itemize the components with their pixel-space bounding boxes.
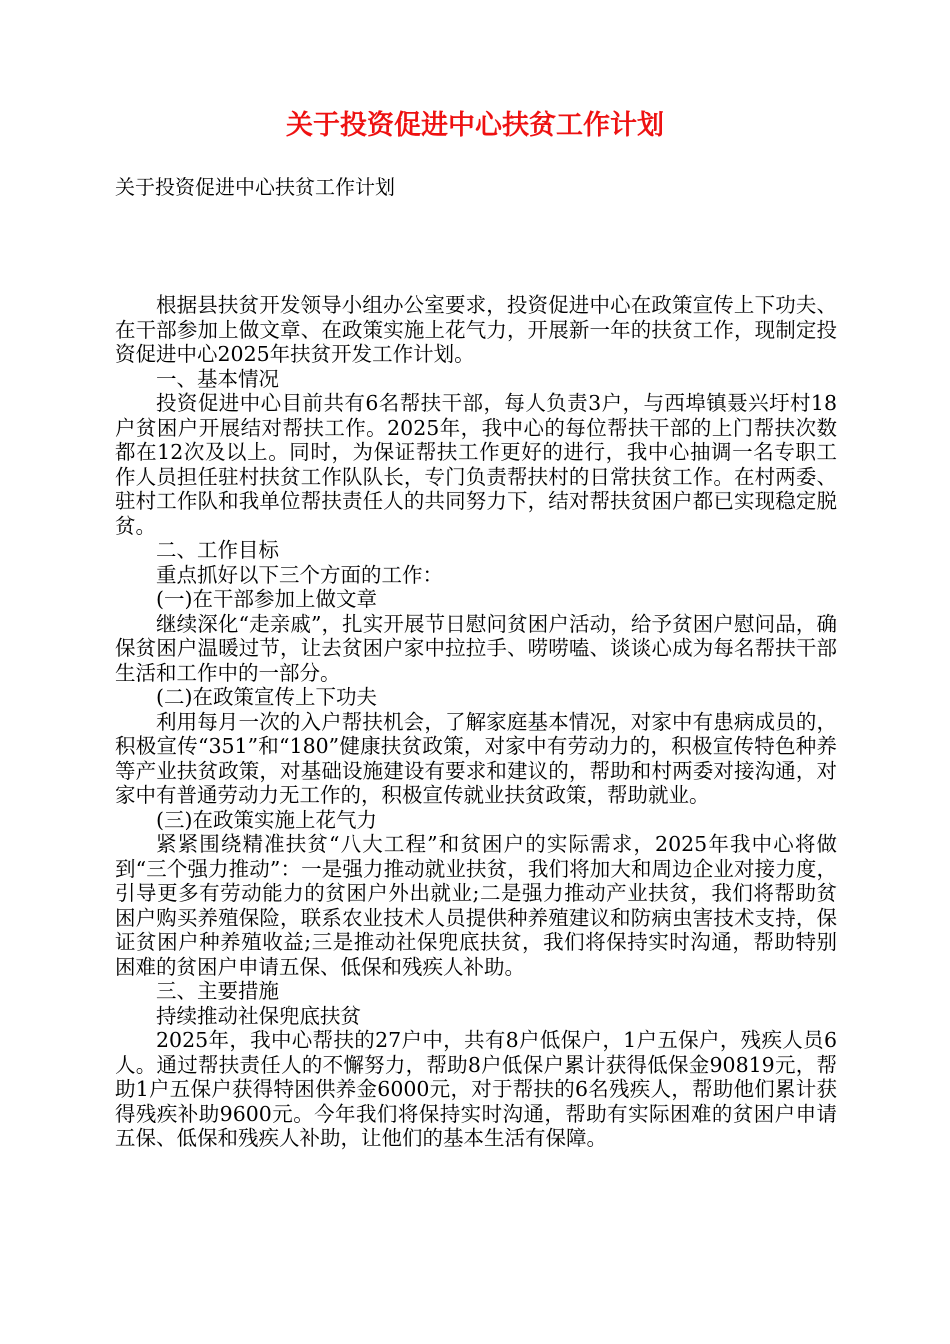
intro-paragraph: 根据县扶贫开发领导小组办公室要求，投资促进中心在政策宣传上下功夫、在干部参加上做文章、在政策实施上花气力，开展新一年的扶贫工作，现制定投资促进中心2025年扶贫开发工作计划。	[115, 293, 837, 366]
main-measures-paragraph: 2025年，我中心帮扶的27户中，共有8户低保户，1户五保户，残疾人员6人。通过帮扶责任人的不懈努力，帮助8户低保户累计获得低保金90819元，帮助1户五保户获得特困供养金6000元，对于帮扶的6名残疾人，帮助他们累计获得残疾补助9600元。今年我们将保持实时沟通，帮助有实际困难的贫困户申请五保、低保和残疾人补助，让他们的基本生活有保障。	[115, 1028, 837, 1150]
section-heading-basic-situation: 一、基本情况	[156, 366, 279, 391]
document-body	[115, 293, 837, 1151]
document-title: 关于投资促进中心扶贫工作计划	[286, 110, 664, 141]
basic-situation-paragraph: 投资促进中心目前共有6名帮扶干部，每人负责3户，与西埠镇聂兴圩村18户贫困户开展结对帮扶工作。2025年，我中心的每位帮扶干部的上门帮扶次数都在12次及以上。同时，为保证帮扶工作更好的进行，我中心抽调一名专职工作人员担任驻村扶贫工作队队长，专门负责帮扶村的日常扶贫工作。在村两委、驻村工作队和我单位帮扶责任人的共同努力下，结对帮扶贫困户都已实现稳定脱贫。	[115, 391, 837, 538]
main-measures-subheading: 持续推动社保兜底扶贫	[156, 1003, 361, 1028]
cadre-participation-paragraph: 继续深化“走亲戚”，扎实开展节日慰问贫困户活动，给予贫困户慰问品，确保贫困户温暖过节，让去贫困户家中拉拉手、唠唠嗑、谈谈心成为每名帮扶干部生活和工作中的一部分。	[115, 611, 837, 685]
subheading-policy-implementation: (三)在政策实施上花气力	[156, 807, 377, 832]
section-heading-work-goals: 二、工作目标	[156, 538, 279, 562]
subheading-policy-publicity: (二)在政策宣传上下功夫	[156, 685, 377, 709]
work-goals-intro: 重点抓好以下三个方面的工作：	[156, 562, 443, 587]
subheading-cadre-participation: (一)在干部参加上做文章	[156, 587, 377, 611]
policy-publicity-paragraph: 利用每月一次的入户帮扶机会，了解家庭基本情况，对家中有患病成员的，积极宣传“351”和“180”健康扶贫政策，对家中有劳动力的，积极宣传特色种养等产业扶贫政策，对基础设施建设有要求和建议的，帮助和村两委对接沟通，对家中有普通劳动力无工作的，积极宣传就业扶贫政策，帮助就业。	[115, 709, 837, 807]
section-heading-main-measures: 三、主要措施	[156, 979, 279, 1003]
policy-implementation-paragraph: 紧紧围绕精准扶贫“八大工程”和贫困户的实际需求，2025年我中心将做到“三个强力推动”：一是强力推动就业扶贫，我们将加大和周边企业对接力度，引导更多有劳动能力的贫困户外出就业;二是强力推动产业扶贫，我们将帮助贫困户购买养殖保险，联系农业技术人员提供种养殖建议和防病虫害技术支持，保证贫困户种养殖收益;三是推动社保兜底扶贫，我们将保持实时沟通，帮助特别困难的贫困户申请五保、低保和残疾人补助。	[115, 832, 837, 979]
document-subtitle: 关于投资促进中心扶贫工作计划	[115, 175, 395, 199]
